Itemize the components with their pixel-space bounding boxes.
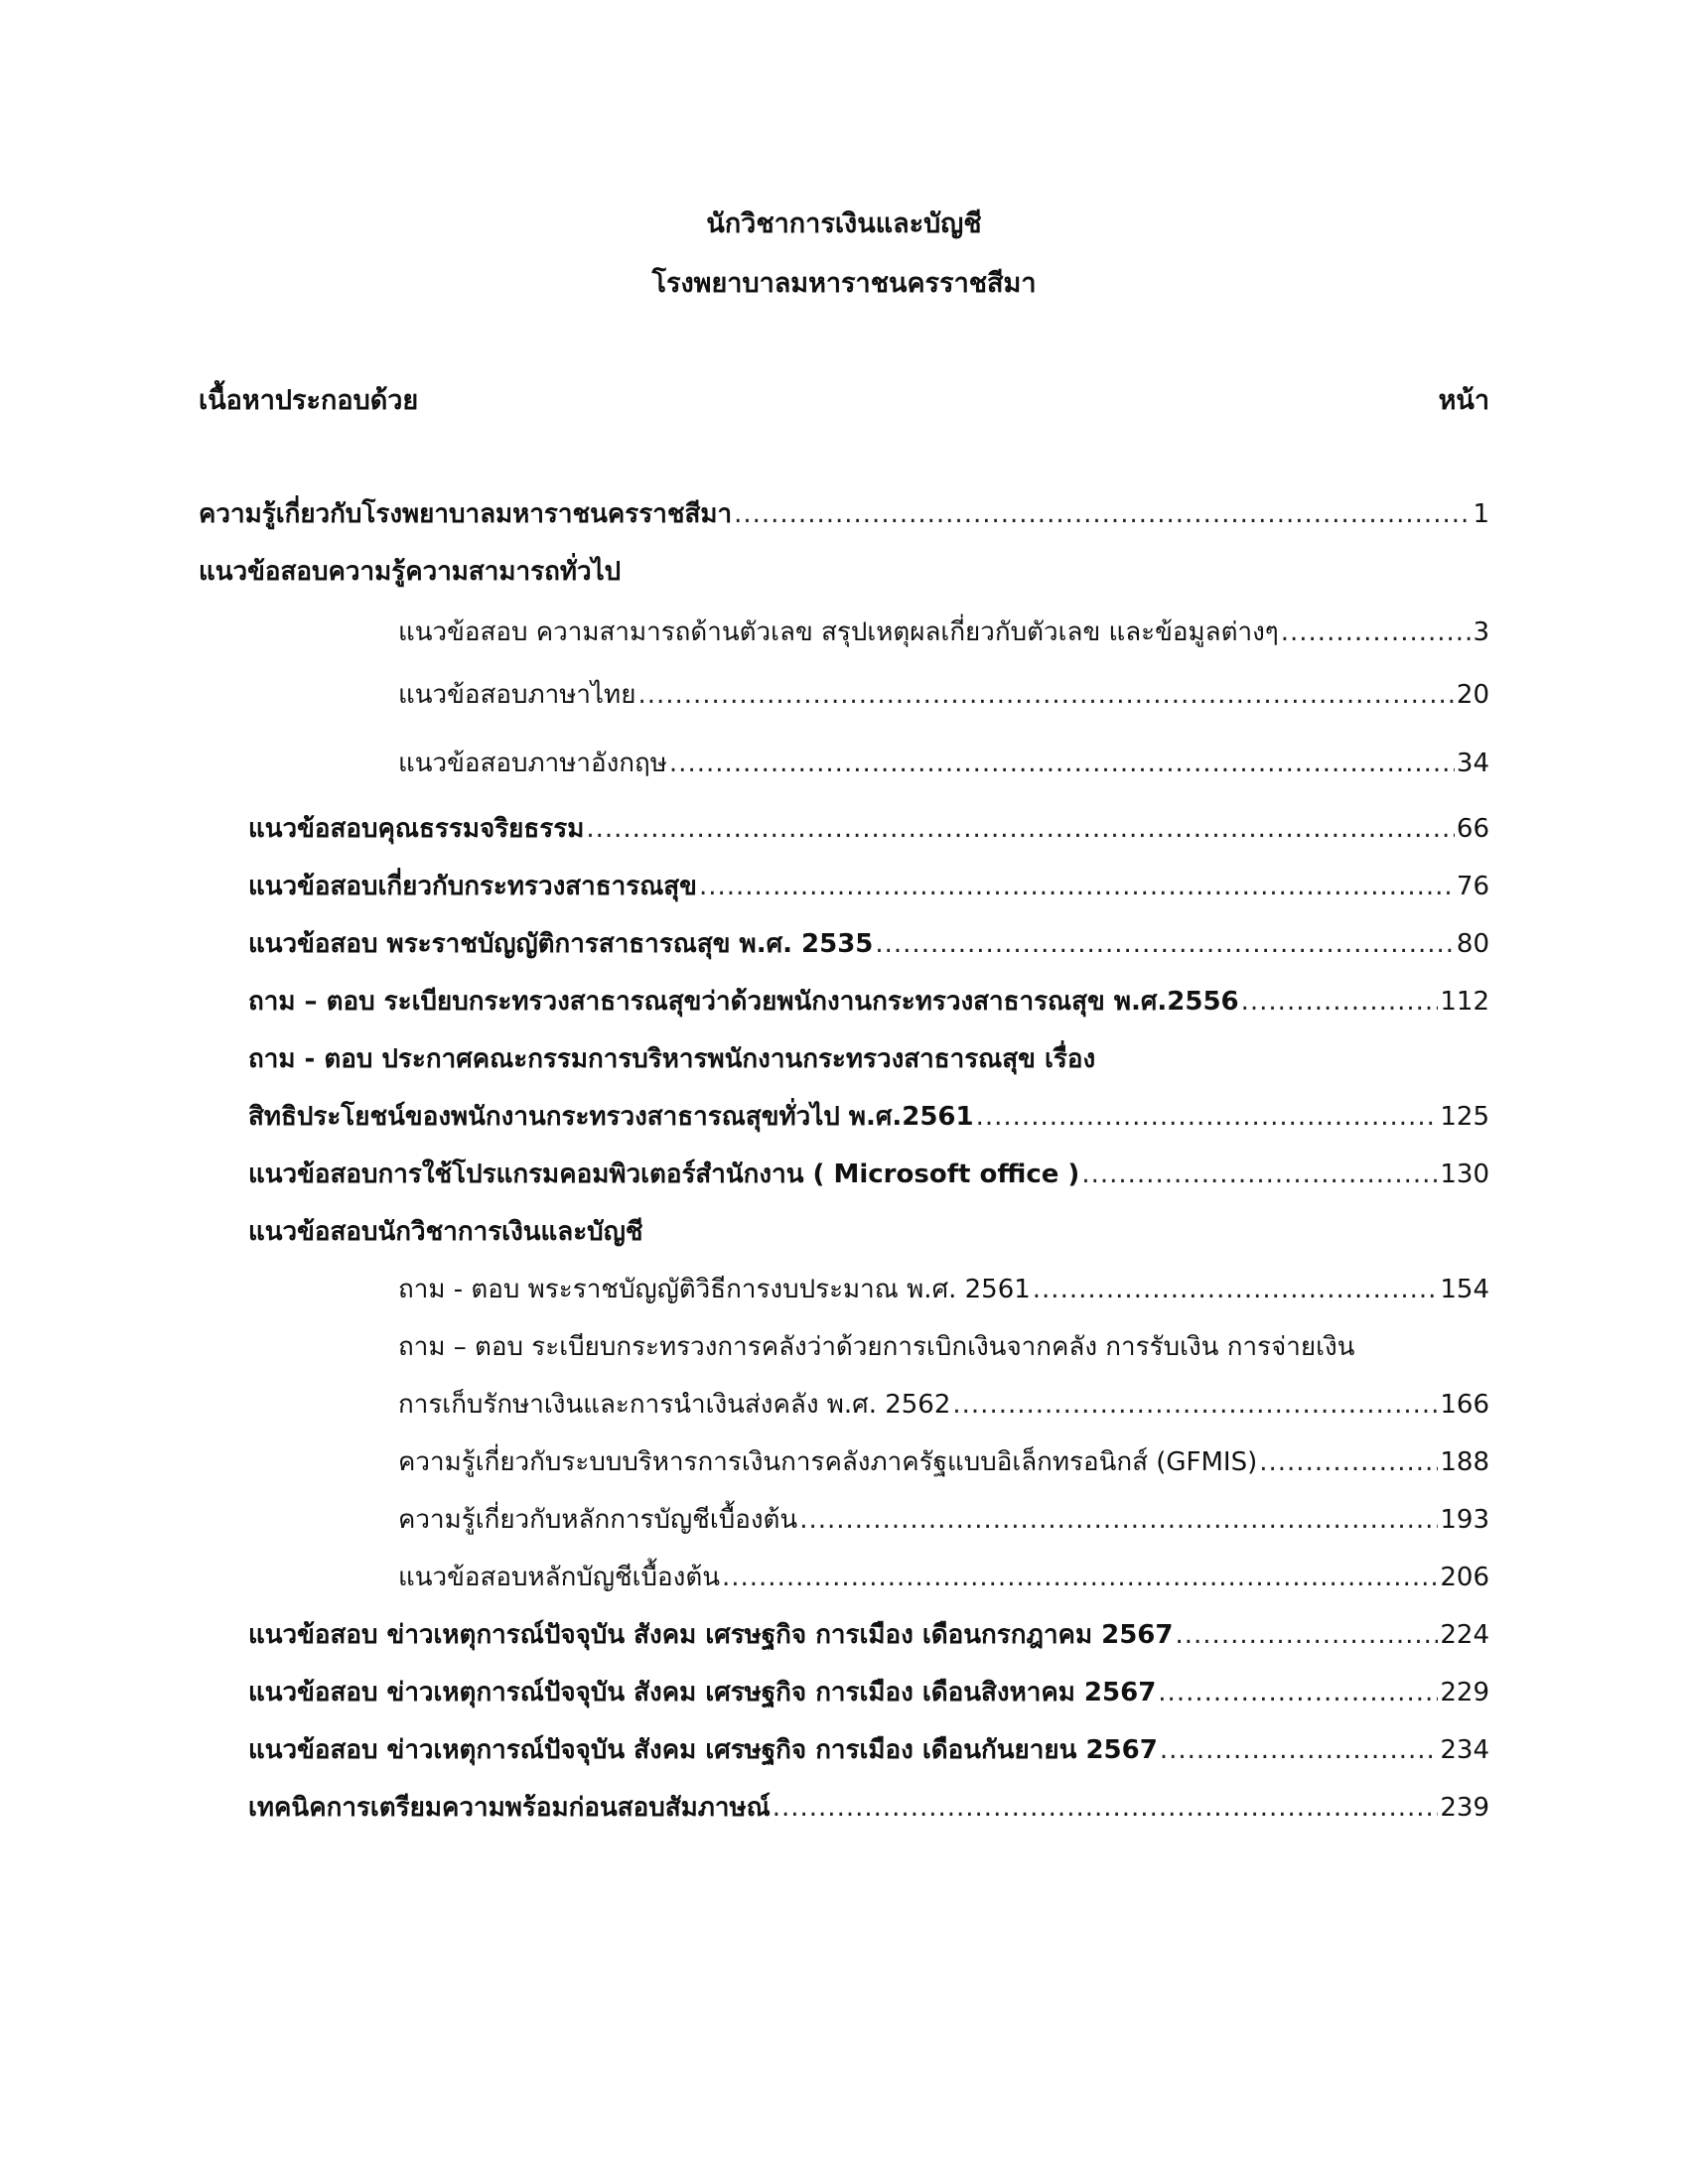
toc-page-number: 20 (1456, 680, 1489, 710)
toc-leader-dots (699, 867, 1455, 906)
page-column-heading: หน้า (1438, 385, 1489, 416)
toc-leader-dots (976, 1097, 1439, 1137)
toc-entry (248, 1097, 1489, 1137)
toc-leader-dots (1033, 1270, 1439, 1309)
toc-entry (398, 1500, 1489, 1540)
toc-entry-text: การเก็บรักษาเงินและการนำเงินส่งคลัง พ.ศ. 2562 (398, 1390, 951, 1420)
toc-entry (248, 1155, 1489, 1194)
toc-page-number: 34 (1456, 749, 1489, 778)
toc-leader-dots (1281, 613, 1472, 652)
document-subtitle: โรงพยาบาลมหาราชนครราชสีมา (651, 268, 1037, 299)
toc-entry (248, 1615, 1489, 1655)
toc-leader-dots (722, 1558, 1438, 1597)
toc-entry (398, 1385, 1489, 1425)
toc-page-number: 3 (1473, 617, 1489, 647)
toc-page-number: 224 (1440, 1620, 1489, 1650)
toc-entry-text-line: ถาม – ตอบ ระเบียบกระทรวงการคลังว่าด้วยการเบิกเงินจากคลัง การรับเงิน การจ่ายเงิน (398, 1332, 1355, 1362)
toc-page-number: 229 (1440, 1678, 1489, 1707)
toc-leader-dots (799, 1500, 1438, 1540)
toc-leader-dots (875, 924, 1455, 964)
toc-leader-dots (734, 494, 1471, 534)
contents-heading: เนื้อหาประกอบด้วย (199, 385, 419, 416)
toc-entry-text: แนวข้อสอบคุณธรรมจริยธรรม (248, 814, 585, 844)
toc-entry-text: ความรู้เกี่ยวกับระบบบริหารการเงินการคลังภาครัฐแบบอิเล็กทรอนิกส์ (GFMIS) (398, 1447, 1258, 1477)
toc-entry-text: ถาม - ตอบ พระราชบัญญัติวิธีการงบประมาณ พ.ศ. 2561 (398, 1275, 1031, 1304)
toc-page-number: 125 (1440, 1102, 1489, 1132)
toc-leader-dots (1081, 1155, 1438, 1194)
toc-entry-text: เทคนิคการเตรียมความพร้อมก่อนสอบสัมภาษณ์ (248, 1793, 771, 1823)
toc-page-number: 112 (1440, 987, 1489, 1017)
toc-entry-text: แนวข้อสอบหลักบัญชีเบื้องต้น (398, 1563, 720, 1592)
toc-entry (248, 924, 1489, 964)
toc-entry (248, 867, 1489, 906)
toc-page-number: 234 (1440, 1735, 1489, 1765)
toc-entry-text: แนวข้อสอบ พระราชบัญญัติการสาธารณสุข พ.ศ. 2535 (248, 929, 874, 959)
toc-entry-text: แนวข้อสอบ ข่าวเหตุการณ์ปัจจุบัน สังคม เศรษฐกิจ การเมือง เดือนกรกฎาคม 2567 (248, 1620, 1174, 1650)
toc-page-number: 206 (1440, 1563, 1489, 1592)
toc-page-number: 188 (1440, 1447, 1489, 1477)
toc-entry (398, 1270, 1489, 1309)
toc-entry (248, 982, 1489, 1022)
toc-entry-text: แนวข้อสอบ ข่าวเหตุการณ์ปัจจุบัน สังคม เศรษฐกิจ การเมือง เดือนสิงหาคม 2567 (248, 1678, 1157, 1707)
toc-leader-dots (1158, 1673, 1438, 1712)
toc-page-number: 76 (1456, 872, 1489, 901)
toc-page-number: 193 (1440, 1505, 1489, 1535)
toc-section-heading: แนวข้อสอบนักวิชาการเงินและบัญชี (248, 1217, 643, 1247)
toc-leader-dots (1259, 1442, 1438, 1482)
toc-entry-text: แนวข้อสอบภาษาไทย (398, 680, 636, 710)
toc-page-number: 130 (1440, 1160, 1489, 1189)
toc-entry (248, 1730, 1489, 1770)
toc-entry-text: แนวข้อสอบเกี่ยวกับกระทรวงสาธารณสุข (248, 872, 697, 901)
toc-entry (398, 613, 1489, 652)
toc-entry-text: ความรู้เกี่ยวกับโรงพยาบาลมหาราชนครราชสีมา (199, 499, 733, 529)
toc-leader-dots (586, 809, 1455, 849)
toc-entry (398, 744, 1489, 783)
toc-page-number: 166 (1440, 1390, 1489, 1420)
toc-leader-dots (637, 675, 1454, 715)
toc-entry-text: แนวข้อสอบ ข่าวเหตุการณ์ปัจจุบัน สังคม เศรษฐกิจ การเมือง เดือนกันยายน 2567 (248, 1735, 1158, 1765)
toc-page-number: 154 (1440, 1275, 1489, 1304)
toc-entry (248, 809, 1489, 849)
toc-entry-text: ความรู้เกี่ยวกับหลักการบัญชีเบื้องต้น (398, 1505, 798, 1535)
toc-page-number: 80 (1456, 929, 1489, 959)
toc-entry (248, 1788, 1489, 1828)
toc-entry (398, 1442, 1489, 1482)
toc-entry (398, 1558, 1489, 1597)
document-title: นักวิชาการเงินและบัญชี (706, 208, 982, 239)
toc-leader-dots (952, 1385, 1438, 1425)
toc-entry-text: ถาม – ตอบ ระเบียบกระทรวงสาธารณสุขว่าด้วยพนักงานกระทรวงสาธารณสุข พ.ศ.2556 (248, 987, 1239, 1017)
toc-entry-text: แนวข้อสอบภาษาอังกฤษ (398, 749, 667, 778)
toc-page-number: 1 (1473, 499, 1489, 529)
toc-entry (398, 675, 1489, 715)
toc-entry (248, 1673, 1489, 1712)
toc-leader-dots (1241, 982, 1439, 1022)
toc-leader-dots (1160, 1730, 1439, 1770)
toc-leader-dots (669, 744, 1455, 783)
toc-entry-text: แนวข้อสอบ ความสามารถด้านตัวเลข สรุปเหตุผลเกี่ยวกับตัวเลข และข้อมูลต่างๆ (398, 617, 1279, 647)
toc-entry (199, 494, 1489, 534)
toc-leader-dots (1176, 1615, 1439, 1655)
toc-entry-text: สิทธิประโยชน์ของพนักงานกระทรวงสาธารณสุขทั่วไป พ.ศ.2561 (248, 1102, 974, 1132)
toc-page-number: 239 (1440, 1793, 1489, 1823)
toc-page-number: 66 (1456, 814, 1489, 844)
toc-section-heading: แนวข้อสอบความรู้ความสามารถทั่วไป (199, 557, 622, 587)
toc-leader-dots (773, 1788, 1439, 1828)
toc-entry-text-line: ถาม - ตอบ ประกาศคณะกรรมการบริหารพนักงานกระทรวงสาธารณสุข เรื่อง (248, 1044, 1096, 1074)
toc-entry-text: แนวข้อสอบการใช้โปรแกรมคอมพิวเตอร์สำนักงาน ( Microsoft office ) (248, 1160, 1080, 1189)
